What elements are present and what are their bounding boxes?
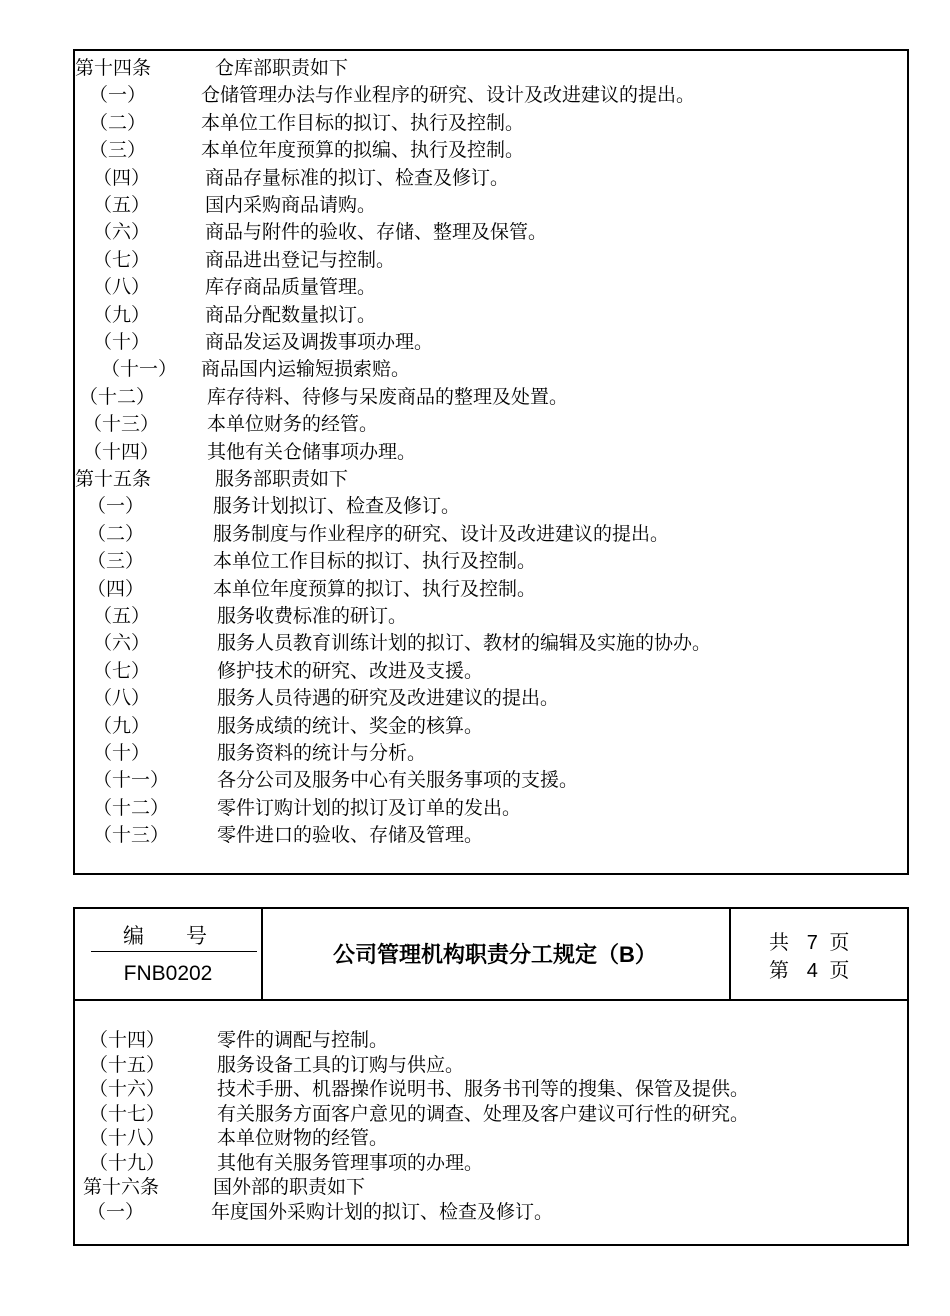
clause-number: （一） xyxy=(87,495,145,518)
clause-text: 服务收费标准的研订。 xyxy=(217,605,408,627)
clause-text: 商品分配数量拟订。 xyxy=(205,303,377,326)
clause-number: （十四） xyxy=(89,1029,166,1051)
clause-number: （三） xyxy=(89,139,147,162)
clause-number: （四） xyxy=(87,577,145,600)
clause-number: （五） xyxy=(93,605,151,627)
document-page-box xyxy=(73,907,909,1246)
clause-number: （十一） xyxy=(93,769,170,792)
clause-text: 国外部的职责如下 xyxy=(213,1176,366,1198)
clause-number: （十） xyxy=(93,331,151,353)
clause-text: 商品国内运输短损索赔。 xyxy=(201,358,411,381)
clause-number: （十三） xyxy=(83,413,160,436)
clause-number: （八） xyxy=(93,276,151,299)
clause-number: （十） xyxy=(93,742,151,764)
current-prefix: 第 xyxy=(769,958,789,982)
clause-number: （七） xyxy=(93,659,151,682)
total-unit: 页 xyxy=(829,930,850,954)
clause-number: （六） xyxy=(93,221,151,244)
clause-text: 商品与附件的验收、存储、整理及保管。 xyxy=(205,221,548,244)
clause-number: 第十四条 xyxy=(75,57,152,79)
document-title: 公司管理机构职责分工规定（B） xyxy=(333,942,657,967)
clause-text: 库存商品质量管理。 xyxy=(205,276,377,299)
clause-text: 有关服务方面客户意见的调查、处理及客户建议可行性的研究。 xyxy=(217,1102,750,1125)
current-page-row xyxy=(769,957,849,984)
clause-text: 服务制度与作业程序的研究、设计及改进建议的提出。 xyxy=(213,522,670,545)
clause-number: （十八） xyxy=(89,1127,166,1149)
doc-number-divider xyxy=(91,951,257,952)
clause-number: （三） xyxy=(87,550,145,573)
clause-number: （十二） xyxy=(93,796,170,819)
clause-text: 本单位财物的经管。 xyxy=(217,1127,389,1149)
clause-number: 第十六条 xyxy=(83,1176,160,1198)
clause-text: 服务人员待遇的研究及改进建议的提出。 xyxy=(217,687,560,710)
clause-number: （十七） xyxy=(89,1102,166,1125)
clause-text: 服务成绩的统计、奖金的核算。 xyxy=(217,714,484,737)
clause-text: 年度国外采购计划的拟订、检查及修订。 xyxy=(211,1200,554,1223)
current-page: 4 xyxy=(806,960,818,982)
clause-number: （四） xyxy=(93,166,151,189)
clause-number: 第十五条 xyxy=(75,468,152,490)
clause-text: 商品发运及调拨事项办理。 xyxy=(205,331,434,353)
clause-text: 库存待料、待修与呆废商品的整理及处置。 xyxy=(207,385,569,408)
clause-text: 零件订购计划的拟订及订单的发出。 xyxy=(217,796,522,819)
clause-text: 本单位财务的经管。 xyxy=(207,413,379,436)
clause-number: （七） xyxy=(93,248,151,271)
doc-number-cell xyxy=(75,909,263,999)
clause-number: （五） xyxy=(93,194,151,216)
clause-number: （十五） xyxy=(89,1053,166,1076)
clause-text: 仓储管理办法与作业程序的研究、设计及改进建议的提出。 xyxy=(201,84,696,107)
clause-text: 其他有关仓储事项办理。 xyxy=(207,440,417,463)
clause-number: （九） xyxy=(93,303,151,326)
section-14-15-box xyxy=(73,49,909,875)
clause-text: 技术手册、机器操作说明书、服务书刊等的搜集、保管及提供。 xyxy=(217,1078,750,1100)
clause-text: 服务计划拟订、检查及修订。 xyxy=(213,495,461,518)
clause-number: （六） xyxy=(93,632,151,655)
clause-number: （八） xyxy=(93,687,151,710)
clause-text: 服务人员教育训练计划的拟订、教材的编辑及实施的协办。 xyxy=(217,632,712,655)
clause-number: （一） xyxy=(89,84,147,107)
total-pages: 7 xyxy=(806,932,818,954)
clause-text: 本单位年度预算的拟订、执行及控制。 xyxy=(213,577,537,600)
clause-number: （十一） xyxy=(101,358,178,381)
clause-number: （十二） xyxy=(79,385,156,408)
clause-number: （十四） xyxy=(83,440,160,463)
page-count-cell xyxy=(729,909,909,999)
document-header xyxy=(75,909,907,1001)
clause-text: 零件的调配与控制。 xyxy=(217,1029,389,1051)
clause-text: 零件进口的验收、存储及管理。 xyxy=(217,824,484,847)
clause-number: （十三） xyxy=(93,824,170,847)
clause-text: 商品进出登记与控制。 xyxy=(205,248,396,271)
clause-text: 修护技术的研究、改进及支援。 xyxy=(217,659,484,682)
clause-text: 国内采购商品请购。 xyxy=(205,194,377,216)
clause-text: 服务设备工具的订购与供应。 xyxy=(217,1053,465,1076)
clause-text: 本单位年度预算的拟编、执行及控制。 xyxy=(201,139,525,162)
clause-text: 本单位工作目标的拟订、执行及控制。 xyxy=(213,550,537,573)
clause-text: 仓库部职责如下 xyxy=(215,57,349,79)
clause-number: （十九） xyxy=(89,1151,166,1174)
clause-number: （九） xyxy=(93,714,151,737)
clause-text: 服务资料的统计与分析。 xyxy=(217,742,427,764)
clause-text: 商品存量标准的拟订、检查及修订。 xyxy=(205,166,510,189)
total-pages-row xyxy=(769,929,849,956)
clause-number: （十六） xyxy=(89,1078,166,1100)
clause-number: （一） xyxy=(87,1200,145,1223)
clause-text: 本单位工作目标的拟订、执行及控制。 xyxy=(201,111,525,134)
clause-text: 服务部职责如下 xyxy=(215,468,349,490)
clause-text: 各分公司及服务中心有关服务事项的支援。 xyxy=(217,769,579,792)
current-unit: 页 xyxy=(829,958,850,982)
clause-number: （二） xyxy=(89,111,147,134)
doc-number-value: FNB0202 xyxy=(123,962,213,985)
total-prefix: 共 xyxy=(769,930,789,954)
clause-text: 其他有关服务管理事项的办理。 xyxy=(217,1151,484,1174)
doc-number-label: 编 号 xyxy=(123,924,207,948)
clause-number: （二） xyxy=(87,522,145,545)
